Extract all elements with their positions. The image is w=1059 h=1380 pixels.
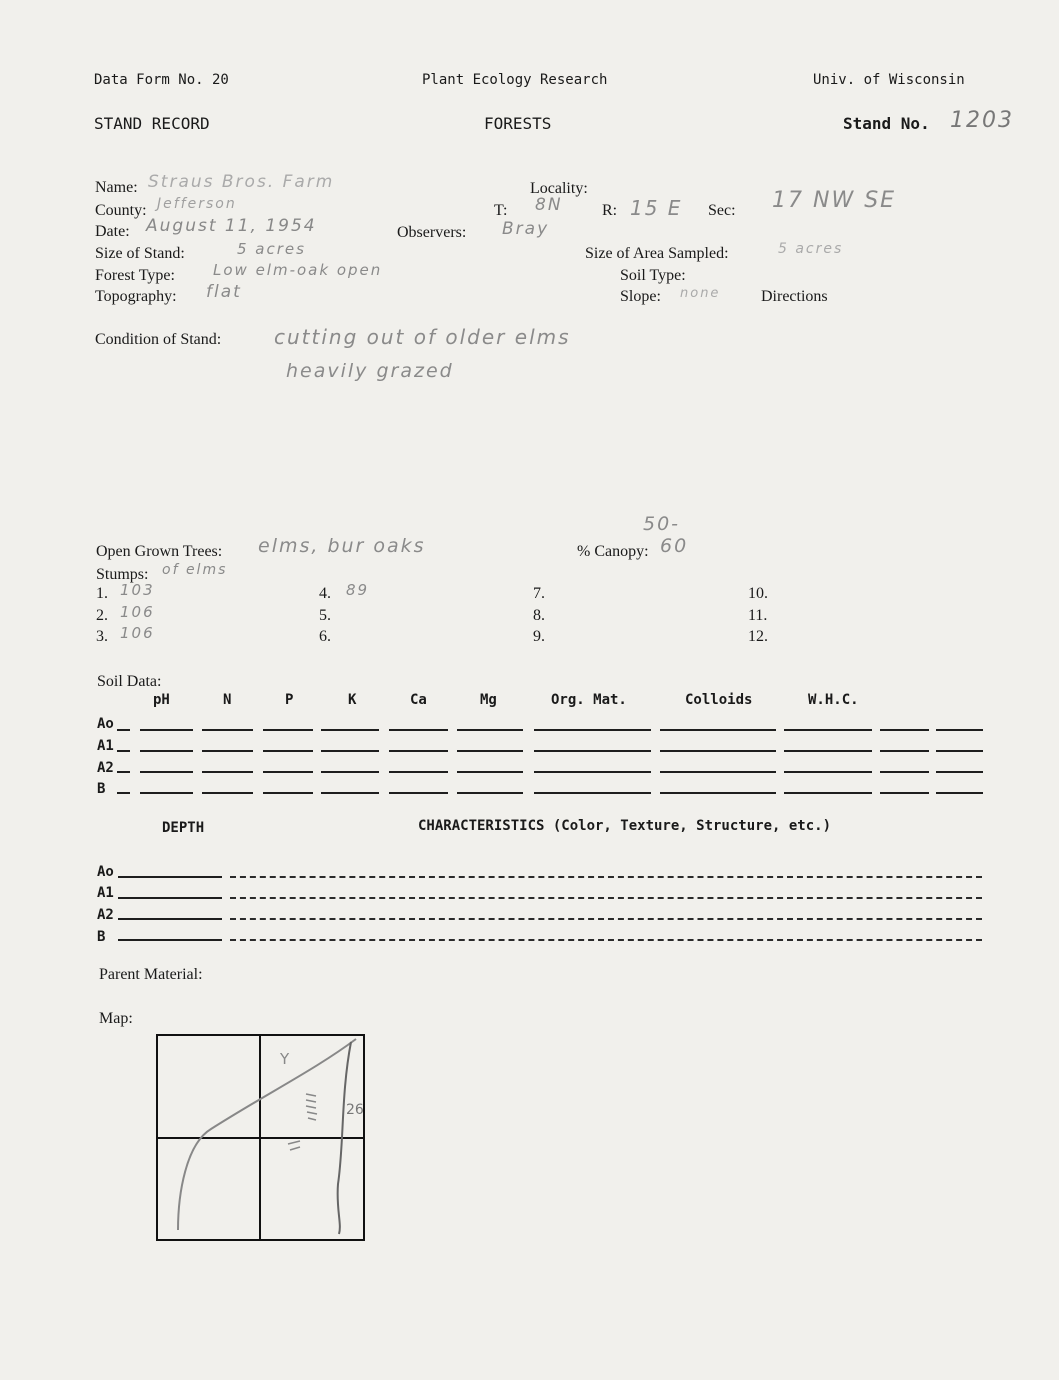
- soil-data-line: [880, 729, 929, 731]
- date-value: August 11, 1954: [146, 216, 317, 236]
- stump-number: 2.: [96, 607, 108, 624]
- stump-value: 106: [120, 624, 155, 642]
- soil-data-line: [140, 750, 193, 752]
- soil-data-line: [389, 750, 448, 752]
- soil-data-line: [784, 792, 872, 794]
- open-grown-trees-value: elms, bur oaks: [258, 535, 426, 557]
- depth-label: DEPTH: [162, 820, 205, 836]
- soil-data-line: [660, 729, 776, 731]
- directions-label: Directions: [761, 288, 828, 305]
- soil-data-line: [457, 792, 523, 794]
- soil-data-line: [534, 729, 651, 731]
- parent-material-label: Parent Material:: [99, 966, 203, 983]
- topography-label: Topography:: [95, 288, 177, 305]
- soil-data-line: [660, 771, 776, 773]
- soil-data-line: [457, 771, 523, 773]
- condition-line-2: heavily grazed: [286, 360, 454, 382]
- forest-type-label: Forest Type:: [95, 267, 175, 284]
- stump-number: 7.: [533, 585, 545, 602]
- soil-data-line: [202, 750, 253, 752]
- observers-label: Observers:: [397, 224, 467, 241]
- soil-data-line: [660, 750, 776, 752]
- soil-data-line: [389, 729, 448, 731]
- county-value: Jefferson: [157, 196, 237, 212]
- soil-col-colloids: Colloids: [685, 692, 753, 708]
- sec-label: Sec:: [708, 202, 736, 219]
- t-label: T:: [494, 202, 508, 219]
- condition-line-1: cutting out of older elms: [274, 325, 571, 349]
- stump-number: 6.: [319, 628, 331, 645]
- horizon-row-label: A1: [97, 885, 114, 901]
- r-label: R:: [602, 202, 618, 219]
- soil-data-line: [117, 729, 130, 731]
- soil-data-line: [202, 792, 253, 794]
- soil-data-line: [534, 750, 651, 752]
- forest-type-value: Low elm-oak open: [213, 261, 383, 279]
- soil-col-ph: pH: [153, 692, 170, 708]
- soil-data-line: [117, 792, 130, 794]
- soil-data-line: [784, 729, 872, 731]
- characteristics-line: [230, 939, 982, 941]
- soil-data-line: [880, 771, 929, 773]
- open-grown-trees-label: Open Grown Trees:: [96, 543, 223, 560]
- soil-data-line: [263, 750, 313, 752]
- soil-data-line: [457, 729, 523, 731]
- sec-value: 17 NW SE: [772, 188, 897, 213]
- soil-col-mg: Mg: [480, 692, 497, 708]
- soil-col-whc: W.H.C.: [808, 692, 859, 708]
- canopy-value-top: 50-: [643, 513, 681, 535]
- horizon-row-label: A2: [97, 907, 114, 923]
- soil-col-n: N: [223, 692, 232, 708]
- soil-row-label: Ao: [97, 716, 114, 732]
- horizon-row-label: Ao: [97, 864, 114, 880]
- soil-data-line: [321, 750, 379, 752]
- soil-data-line: [936, 729, 983, 731]
- soil-data-line: [117, 750, 130, 752]
- stand-no-value: 1203: [950, 108, 1014, 133]
- form-number: Data Form No. 20: [94, 72, 229, 88]
- horizon-row-label: B: [97, 929, 106, 945]
- characteristics-label: CHARACTERISTICS (Color, Texture, Structure, etc.): [418, 818, 832, 834]
- canopy-value-bottom: 60: [660, 535, 689, 557]
- date-label: Date:: [95, 223, 130, 240]
- condition-label: Condition of Stand:: [95, 331, 222, 348]
- stumps-label: Stumps:: [96, 566, 149, 583]
- soil-data-line: [389, 792, 448, 794]
- canopy-label: % Canopy:: [577, 543, 649, 560]
- soil-data-line: [140, 771, 193, 773]
- locality-label: Locality:: [530, 180, 588, 197]
- map-mark-y: Y: [280, 1050, 290, 1068]
- stand-map: [156, 1034, 366, 1244]
- soil-data-line: [880, 750, 929, 752]
- stump-number: 12.: [748, 628, 768, 645]
- soil-col-ca: Ca: [410, 692, 427, 708]
- size-value: 5 acres: [237, 240, 306, 258]
- soil-col-p: P: [285, 692, 294, 708]
- depth-line: [118, 918, 222, 920]
- soil-data-line: [534, 792, 651, 794]
- soil-data-line: [784, 750, 872, 752]
- organization: Plant Ecology Research: [422, 72, 608, 88]
- stand-no-label: Stand No.: [843, 114, 930, 133]
- soil-data-line: [784, 771, 872, 773]
- soil-row-label: A2: [97, 760, 114, 776]
- soil-col-k: K: [348, 692, 357, 708]
- stump-number: 9.: [533, 628, 545, 645]
- characteristics-line: [230, 876, 982, 878]
- county-label: County:: [95, 202, 147, 219]
- soil-data-line: [936, 771, 983, 773]
- soil-data-line: [263, 771, 313, 773]
- soil-row-label: B: [97, 781, 106, 797]
- soil-data-line: [936, 750, 983, 752]
- stump-number: 4.: [319, 585, 331, 602]
- soil-data-line: [202, 771, 253, 773]
- soil-data-line: [140, 792, 193, 794]
- area-sampled-value: 5 acres: [778, 241, 844, 257]
- category-title: FORESTS: [484, 114, 552, 133]
- characteristics-line: [230, 897, 982, 899]
- soil-data-line: [321, 792, 379, 794]
- area-sampled-label: Size of Area Sampled:: [585, 245, 729, 262]
- soil-data-label: Soil Data:: [97, 673, 162, 690]
- soil-data-line: [321, 771, 379, 773]
- soil-data-line: [660, 792, 776, 794]
- soil-data-line: [140, 729, 193, 731]
- map-label: Map:: [99, 1010, 133, 1027]
- stumps-value: of elms: [162, 562, 228, 578]
- size-label: Size of Stand:: [95, 245, 185, 262]
- depth-line: [118, 876, 222, 878]
- stump-number: 1.: [96, 585, 108, 602]
- soil-type-label: Soil Type:: [620, 267, 686, 284]
- stump-number: 8.: [533, 607, 545, 624]
- stump-number: 10.: [748, 585, 768, 602]
- slope-label: Slope:: [620, 288, 661, 305]
- observers-value: Bray: [502, 219, 550, 239]
- stump-number: 5.: [319, 607, 331, 624]
- name-value: Straus Bros. Farm: [148, 172, 335, 192]
- stump-value: 89: [346, 581, 370, 599]
- soil-data-line: [321, 729, 379, 731]
- stump-number: 3.: [96, 628, 108, 645]
- soil-data-line: [202, 729, 253, 731]
- r-value: 15 E: [630, 196, 683, 220]
- soil-row-label: A1: [97, 738, 114, 754]
- soil-data-line: [389, 771, 448, 773]
- record-title: STAND RECORD: [94, 114, 210, 133]
- topography-value: flat: [206, 282, 242, 302]
- soil-data-line: [457, 750, 523, 752]
- soil-data-line: [936, 792, 983, 794]
- soil-data-line: [880, 792, 929, 794]
- stump-value: 106: [120, 603, 155, 621]
- soil-col-org-mat: Org. Mat.: [551, 692, 627, 708]
- soil-data-line: [534, 771, 651, 773]
- slope-value: none: [680, 286, 721, 301]
- soil-data-line: [117, 771, 130, 773]
- stump-value: 103: [120, 581, 155, 599]
- soil-data-line: [263, 729, 313, 731]
- name-label: Name:: [95, 179, 138, 196]
- map-mark-26: 26: [346, 1102, 364, 1118]
- stump-number: 11.: [748, 607, 768, 624]
- soil-data-line: [263, 792, 313, 794]
- university: Univ. of Wisconsin: [813, 72, 965, 88]
- depth-line: [118, 897, 222, 899]
- t-value: 8N: [535, 195, 563, 215]
- depth-line: [118, 939, 222, 941]
- characteristics-line: [230, 918, 982, 920]
